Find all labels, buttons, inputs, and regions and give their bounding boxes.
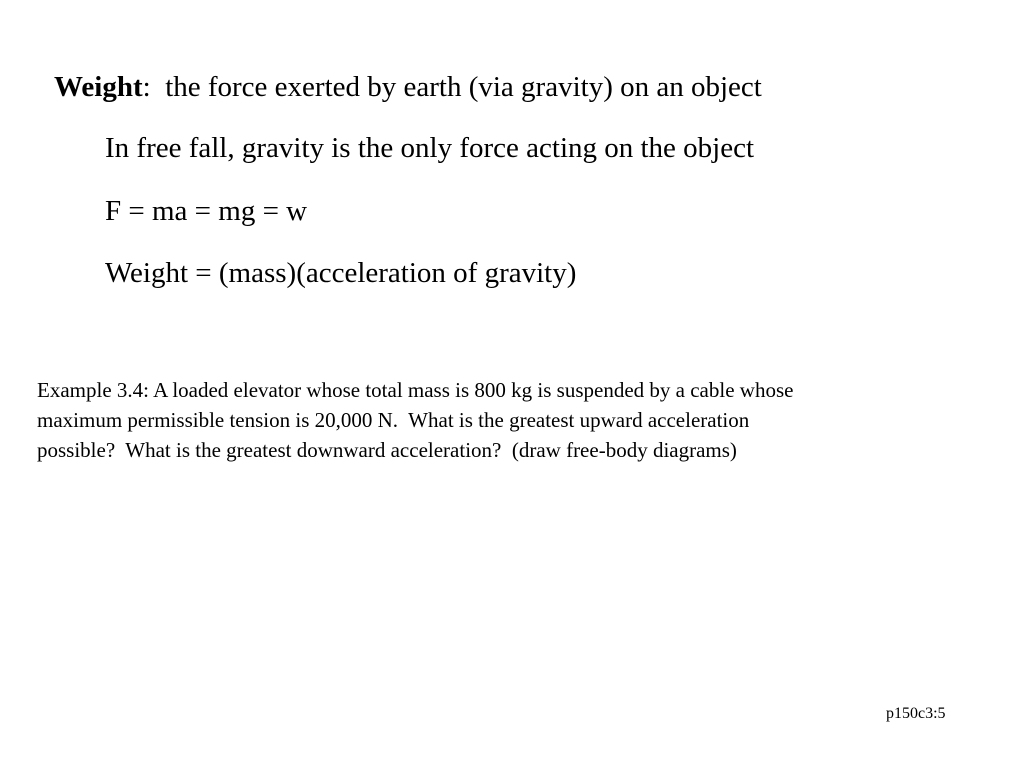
- weight-equation: Weight = (mass)(acceleration of gravity): [105, 257, 577, 289]
- page-label: p150c3:5: [886, 705, 946, 722]
- definition-colon: :: [142, 71, 151, 103]
- definition-text: the force exerted by earth (via gravity) on an object: [150, 71, 762, 103]
- force-equation: F = ma = mg = w: [105, 195, 308, 227]
- definition-term: Weight: [54, 71, 143, 103]
- weight-definition: [54, 70, 762, 104]
- free-fall-point: In free fall, gravity is the only force acting on the object: [105, 132, 755, 164]
- example-line: maximum permissible tension is 20,000 N. What is the greatest upward acceleration: [37, 408, 750, 432]
- example-line: Example 3.4: A loaded elevator whose total mass is 800 kg is suspended by a cable whose: [37, 378, 794, 402]
- example-problem: [37, 375, 987, 465]
- example-line: possible? What is the greatest downward acceleration? (draw free-body diagrams): [37, 438, 737, 462]
